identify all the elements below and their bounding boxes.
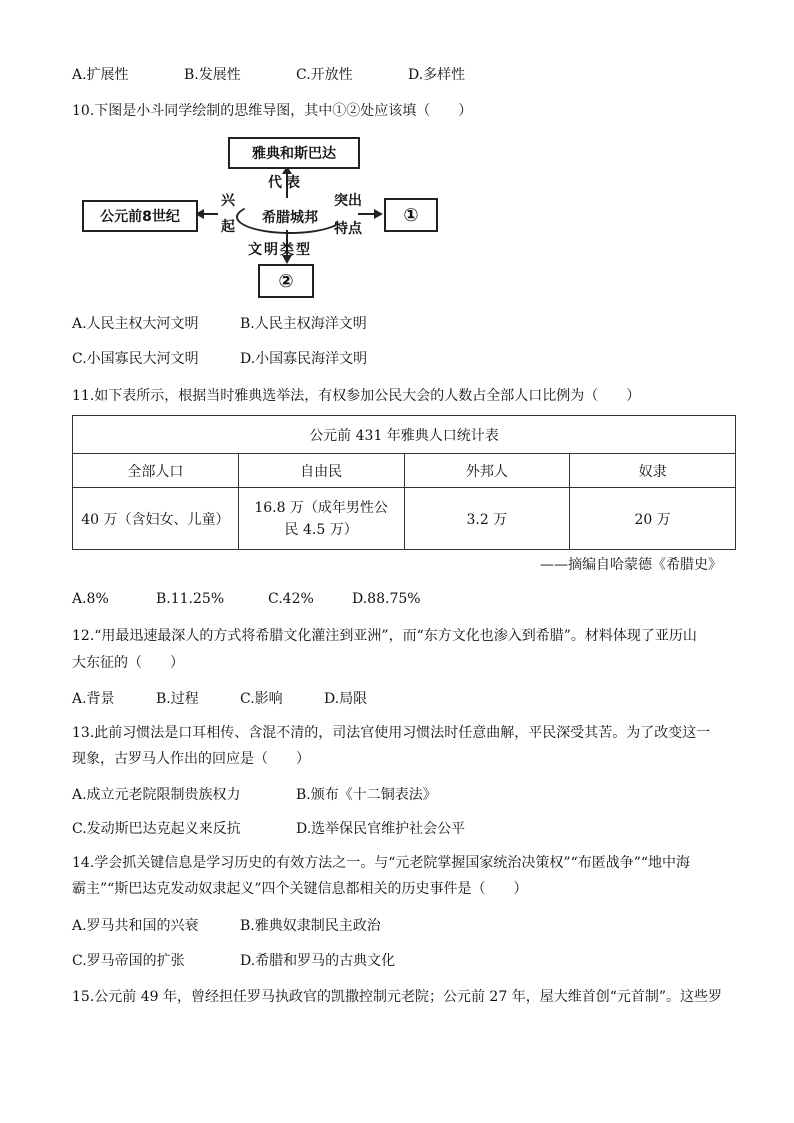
q13-stem-line-1: 13.此前习惯法是口耳相传、含混不清的，司法官使用习惯法时任意曲解，平民深受其苦。为了改变这一 xyxy=(72,725,711,741)
q9-option-a: A.扩展性 xyxy=(72,67,129,83)
q9-option-c: C.开放性 xyxy=(296,67,353,83)
q14-option-b: B.雅典奴隶制民主政治 xyxy=(240,918,381,934)
q11-option-a: A.8% xyxy=(72,591,109,607)
mindmap-top-label: 代表 xyxy=(268,175,304,191)
q14-option-c: C.罗马帝国的扩张 xyxy=(72,953,185,969)
table-title: 公元前 431 年雅典人口统计表 xyxy=(73,416,736,454)
mindmap-top-box: 雅典和斯巴达 xyxy=(228,137,360,169)
q11-stem: 11.如下表所示，根据当时雅典选举法，有权参加公民大会的人数占全部人口比例为（ ） xyxy=(72,388,641,404)
q10-option-c: C.小国寡民大河文明 xyxy=(72,351,199,367)
table-row xyxy=(73,488,736,550)
q12-option-d: D.局限 xyxy=(324,691,368,707)
q10-stem: 10.下图是小斗同学绘制的思维导图，其中①②处应该填（ ） xyxy=(72,103,473,119)
q15-stem-line-1: 15.公元前 49 年，曾经担任罗马执政官的凯撒控制元老院；公元前 27 年，屋大维首创“元首制”。这些罗 xyxy=(72,989,723,1005)
q10-option-b: B.人民主权海洋文明 xyxy=(240,316,367,332)
q12-stem-line-1: 12.“用最迅速最深人的方式将希腊文化灌注到亚洲”，而“东方文化也渗入到希腊”。材料体现了亚历山 xyxy=(72,628,697,644)
q14-stem-line-2: 霸主”“斯巴达克发动奴隶起义”四个关键信息都相关的历史事件是（ ） xyxy=(72,881,528,897)
table-cell: 40 万（含妇女、儿童） xyxy=(73,488,239,550)
mindmap-center: 希腊城邦 xyxy=(236,200,344,234)
q12-stem-line-2: 大东征的（ ） xyxy=(72,655,184,671)
q12-option-c: C.影响 xyxy=(240,691,283,707)
q13-option-d: D.选举保民官维护社会公平 xyxy=(296,821,466,837)
table-header-cell: 外邦人 xyxy=(404,454,570,488)
table-cell: 16.8 万（成年男性公民 4.5 万） xyxy=(238,488,404,550)
q14-stem-line-1: 14.学会抓关键信息是学习历史的有效方法之一。与“元老院掌握国家统治决策权”“布匿战争”“地中海 xyxy=(72,855,691,871)
mindmap-left-label-2: 起 xyxy=(221,219,235,235)
mindmap-right-label-1: 突出 xyxy=(334,193,362,209)
q13-option-a: A.成立元老院限制贵族权力 xyxy=(72,787,241,803)
mindmap-left-box: 公元前8世纪 xyxy=(82,200,198,232)
mindmap-arrows xyxy=(0,0,794,320)
q9-option-d: D.多样性 xyxy=(408,67,466,83)
q13-option-b: B.颁布《十二铜表法》 xyxy=(296,787,437,803)
mindmap-bottom-box: ② xyxy=(258,264,314,298)
q11-option-d: D.88.75% xyxy=(352,591,421,607)
mindmap-bottom-label: 文明类型 xyxy=(248,242,312,258)
q12-option-a: A.背景 xyxy=(72,691,115,707)
q14-option-a: A.罗马共和国的兴衰 xyxy=(72,918,199,934)
q11-option-b: B.11.25% xyxy=(156,591,225,607)
q14-option-d: D.希腊和罗马的古典文化 xyxy=(240,953,396,969)
q13-stem-line-2: 现象，古罗马人作出的回应是（ ） xyxy=(72,751,310,767)
q12-option-b: B.过程 xyxy=(156,691,199,707)
table-header-cell: 自由民 xyxy=(238,454,404,488)
q10-option-a: A.人民主权大河文明 xyxy=(72,316,199,332)
q9-option-b: B.发展性 xyxy=(184,67,241,83)
table-header-cell: 奴隶 xyxy=(570,454,736,488)
q11-option-c: C.42% xyxy=(268,591,314,607)
table-header-cell: 全部人口 xyxy=(73,454,239,488)
population-table xyxy=(72,415,736,550)
table-source: ——摘编自哈蒙德《希腊史》 xyxy=(540,557,722,573)
q13-option-c: C.发动斯巴达克起义来反抗 xyxy=(72,821,241,837)
mindmap-right-label-2: 特点 xyxy=(334,221,362,237)
table-cell: 20 万 xyxy=(570,488,736,550)
table-header-row xyxy=(73,454,736,488)
table-cell: 3.2 万 xyxy=(404,488,570,550)
mindmap-left-label-1: 兴 xyxy=(221,193,235,209)
q10-option-d: D.小国寡民海洋文明 xyxy=(240,351,368,367)
mindmap-right-box: ① xyxy=(384,198,438,232)
